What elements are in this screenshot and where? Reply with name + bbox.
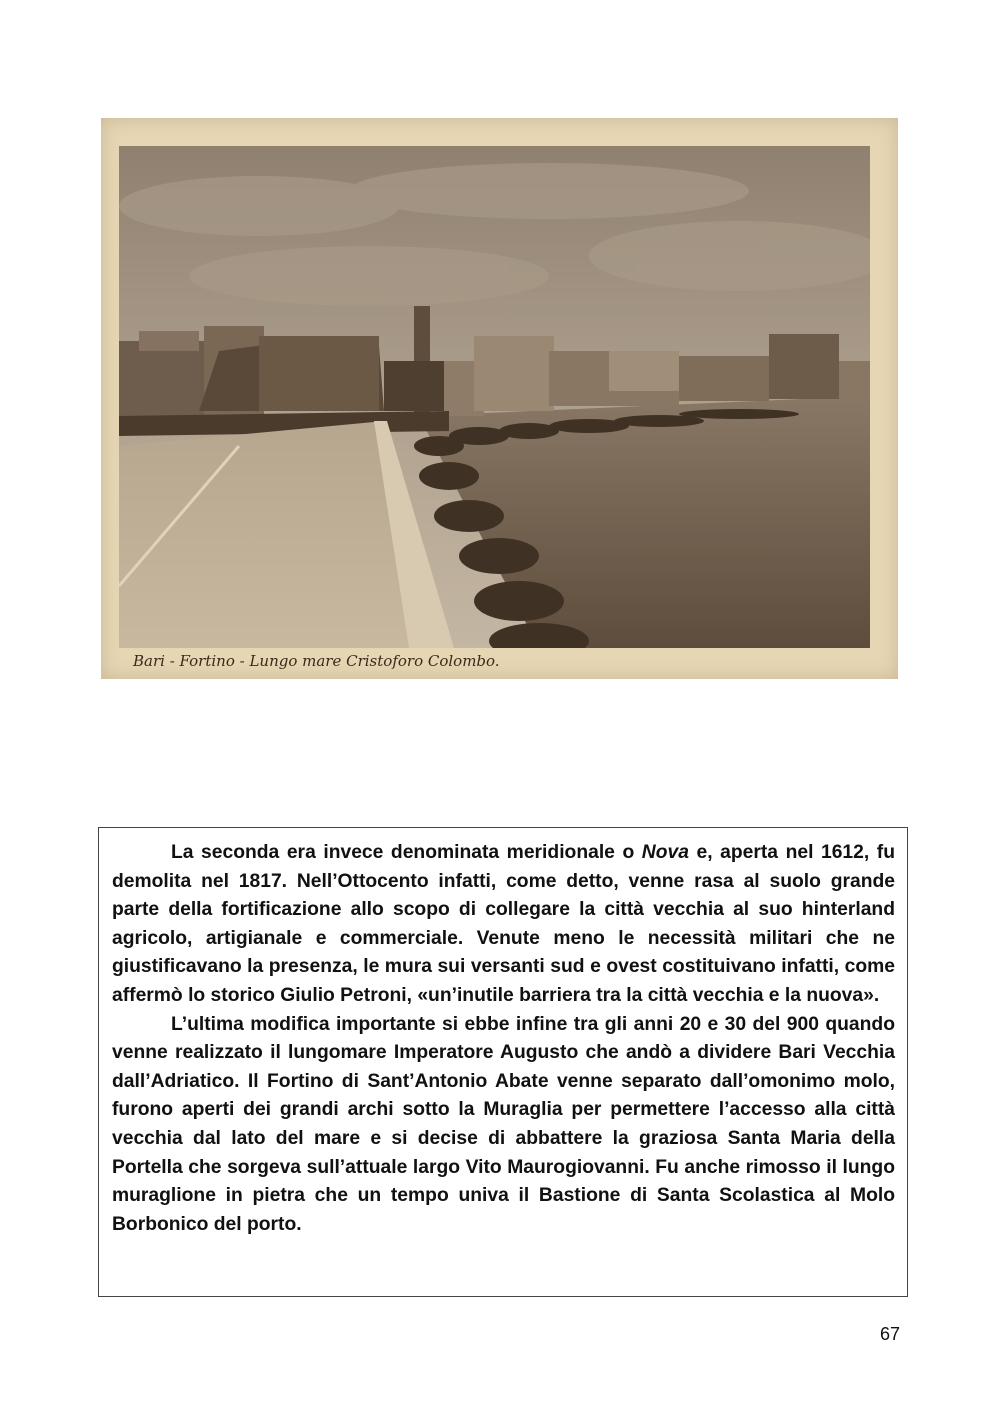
postcard-photo bbox=[119, 146, 870, 648]
text-box bbox=[98, 827, 908, 1297]
postcard-image bbox=[101, 118, 898, 679]
postcard-caption: Bari - Fortino - Lungo mare Cristoforo Colombo. bbox=[133, 652, 500, 670]
paragraph-2: L’ultima modifica importante si ebbe infine tra gli anni 20 e 30 del 900 quando venne realizzato il lungomare Imperatore Augusto che andò a dividere Bari Vecchia dall’Adriatico. Il Fortino di Sant’Antonio Abate venne separato dall’omonimo molo, furono aperti dei grandi archi sotto la Muraglia per permettere l’accesso alla città vecchia dal lato del mare e si decise di abbattere la graziosa Santa Maria della Portella che sorgeva sull’attuale largo Vito Maurogiovanni. Fu anche rimosso il lungo muraglione in pietra che un tempo univa il Bastione di Santa Scolastica al Molo Borbonico del porto. bbox=[112, 1013, 895, 1235]
paragraph-1-start: La seconda era invece denominata meridionale o bbox=[171, 842, 642, 863]
paragraph-1 bbox=[112, 839, 895, 1011]
paragraph-1-rest: e, aperta nel 1612, fu demolita nel 1817. Nell’Ottocento infatti, come detto, venne rasa al suolo grande parte della fortificazione allo scopo di collegare la città vecchia al suo hinterland agricolo, artigianale e commerciale. Venute meno le necessità militari che ne giustificavano la presenza, le mura sui versanti sud e ovest costituivano infatti, come affermò lo storico Giulio Petroni, «un’inutile barriera tra la città vecchia e la nuova». bbox=[112, 842, 895, 1006]
paragraph-1-italic: Nova bbox=[641, 842, 689, 863]
page-number: 67 bbox=[880, 1324, 901, 1344]
